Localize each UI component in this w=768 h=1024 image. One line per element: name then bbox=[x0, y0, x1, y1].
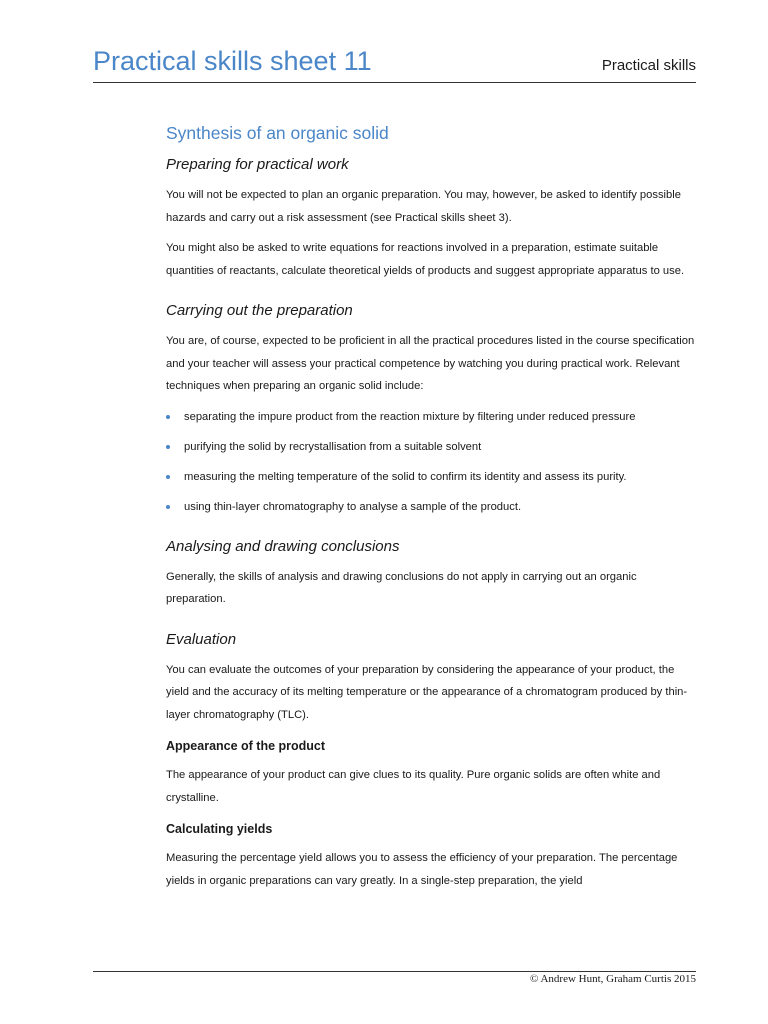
list-item bbox=[166, 466, 698, 488]
list-item-text: separating the impure product from the reaction mixture by filtering under reduced pressure bbox=[184, 410, 636, 423]
paragraph-evaluation-1: You can evaluate the outcomes of your preparation by considering the appearance of your product, the yield and the accuracy of its melting temperature or the appearance of a chromatogram produced by thin-layer chromatography (TLC). bbox=[166, 663, 688, 721]
sheet-title: Practical skills sheet 11 bbox=[93, 46, 372, 76]
heading-preparing: Preparing for practical work bbox=[166, 156, 349, 173]
heading-analysing: Analysing and drawing conclusions bbox=[166, 537, 400, 555]
bullet-icon bbox=[166, 475, 170, 479]
heading-carrying: Carrying out the preparation bbox=[166, 302, 353, 319]
paragraph-analysing-1: Generally, the skills of analysis and drawing conclusions do not apply in carrying out an organic preparation. bbox=[166, 570, 637, 605]
paragraph-carrying-1: You are, of course, expected to be proficient in all the practical procedures listed in the course specification and your teacher will assess your practical competence by watching you during practical work. Relevant techniques when preparing an organic solid include: bbox=[166, 335, 695, 392]
section-label: Practical skills bbox=[601, 57, 696, 74]
list-item-text: using thin-layer chromatography to analyse a sample of the product. bbox=[184, 500, 522, 513]
heading-yields: Calculating yields bbox=[166, 822, 273, 836]
list-item bbox=[166, 496, 698, 518]
footer-copyright: © Andrew Hunt, Graham Curtis 2015 bbox=[529, 973, 696, 985]
footer-divider bbox=[93, 971, 696, 972]
bullet-icon bbox=[166, 445, 170, 449]
heading-evaluation: Evaluation bbox=[166, 630, 237, 648]
page-header bbox=[93, 44, 696, 83]
bullet-icon bbox=[166, 415, 170, 419]
paragraph-yields: Measuring the percentage yield allows you to assess the efficiency of your preparation. The percentage yields in organic preparations can vary greatly. In a single-step preparation, the yield bbox=[166, 852, 678, 887]
list-item-text: purifying the solid by recrystallisation from a suitable solvent bbox=[184, 440, 482, 453]
bullet-icon bbox=[166, 505, 170, 509]
heading-appearance: Appearance of the product bbox=[166, 739, 326, 753]
list-item bbox=[166, 436, 698, 458]
paragraph-preparing-1: You will not be expected to plan an organic preparation. You may, however, be asked to identify possible hazards and carry out a risk assessment (see Practical skills sheet 3). bbox=[166, 189, 681, 224]
list-item bbox=[166, 406, 698, 428]
main-heading: Synthesis of an organic solid bbox=[166, 123, 389, 143]
technique-list bbox=[166, 406, 698, 518]
list-item-text: measuring the melting temperature of the solid to confirm its identity and assess its purity. bbox=[184, 470, 627, 483]
paragraph-appearance: The appearance of your product can give clues to its quality. Pure organic solids are often white and crystalline. bbox=[166, 769, 661, 804]
document-body bbox=[166, 118, 698, 900]
paragraph-preparing-2: You might also be asked to write equations for reactions involved in a preparation, estimate suitable quantities of reactants, calculate theoretical yields of products and suggest appropriate apparatus to use. bbox=[166, 242, 685, 277]
